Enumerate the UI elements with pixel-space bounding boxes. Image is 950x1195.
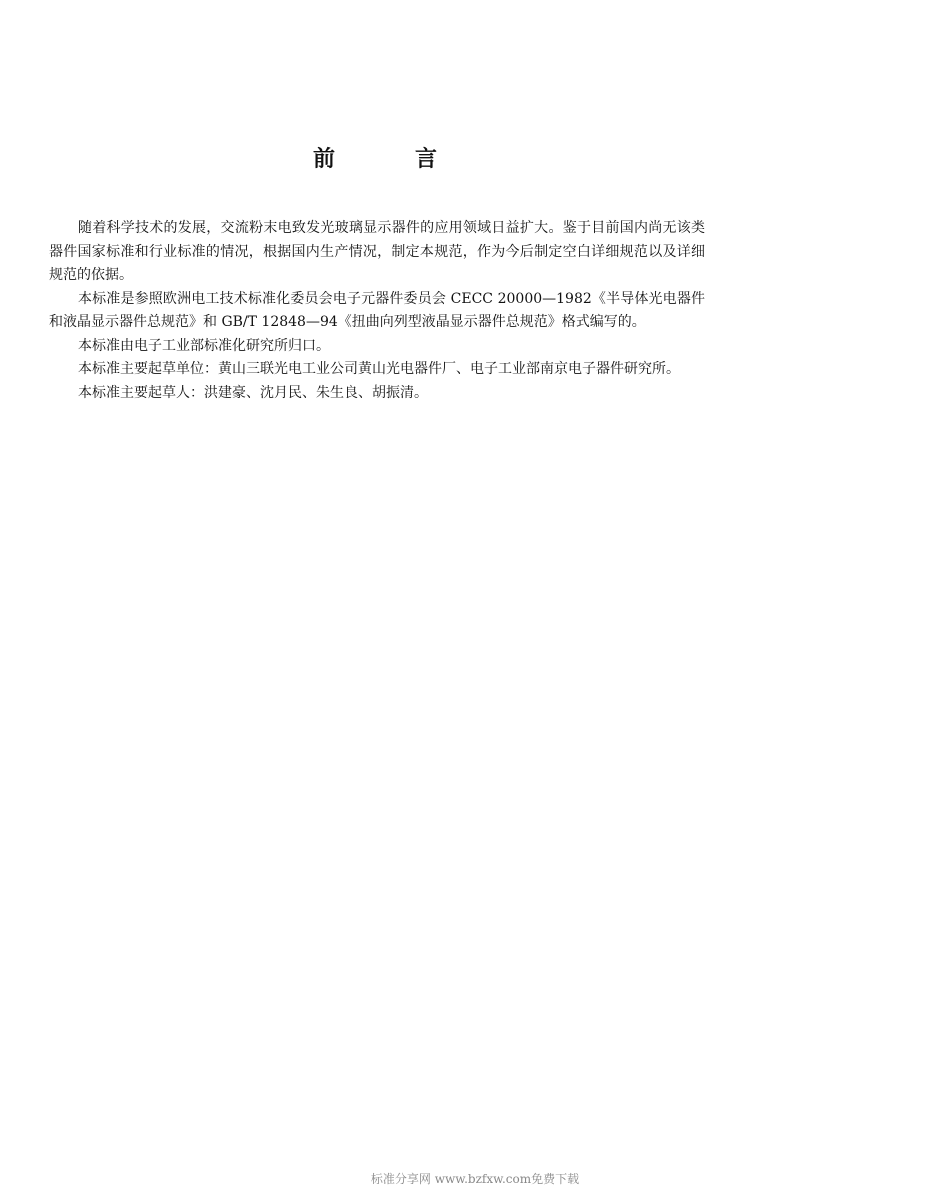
paragraph-drafters: 本标准主要起草人：洪建豪、沈月民、朱生良、胡振清。 xyxy=(78,384,428,401)
page-title xyxy=(313,143,437,175)
title-char-2: 言 xyxy=(414,145,437,172)
title-char-1: 前 xyxy=(313,145,336,172)
paragraph-references: 本标准是参照欧洲电工技术标准化委员会电子元器件委员会 CECC 20000—1982《半导体光电器件和液晶显示器件总规范》和 GB/T 12848—94《扭曲向列型液晶显示器件总规范》格式编写的。 xyxy=(49,290,705,330)
footer-watermark: 标准分享网 www.bzfxw.com免费下载 xyxy=(370,1172,580,1186)
paragraph-drafting-units: 本标准主要起草单位：黄山三联光电工业公司黄山光电器件厂、电子工业部南京电子器件研究所。 xyxy=(78,361,680,377)
foreword-body xyxy=(49,217,705,405)
paragraph-background: 随着科学技术的发展，交流粉末电致发光玻璃显示器件的应用领域日益扩大。鉴于目前国内尚无该类器件国家标准和行业标准的情况，根据国内生产情况，制定本规范，作为今后制定空白详细规范以及详细规范的依据。 xyxy=(49,220,705,283)
paragraph-responsible-body: 本标准由电子工业部标准化研究所归口。 xyxy=(78,337,330,354)
